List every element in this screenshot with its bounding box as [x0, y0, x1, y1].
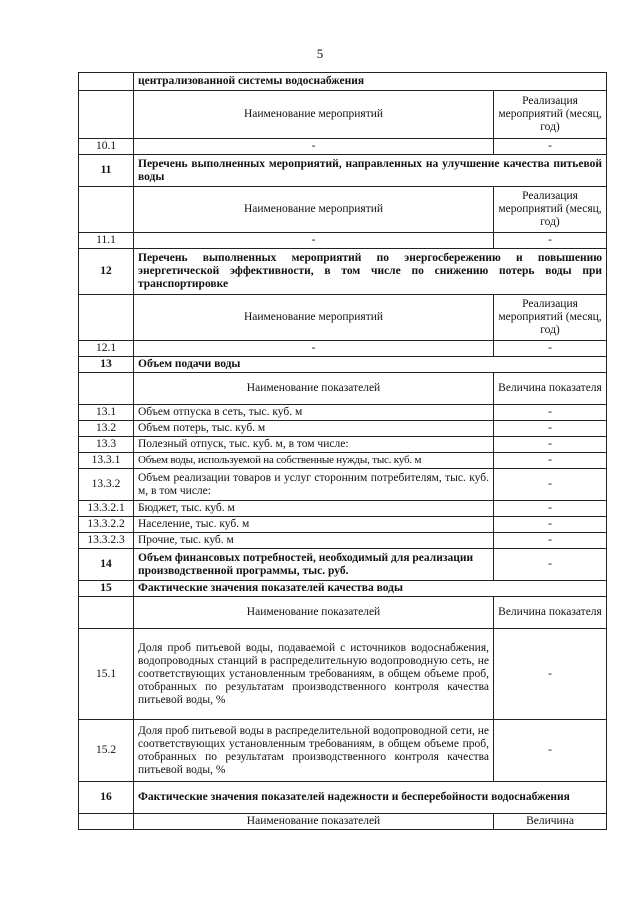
- section-number: 16: [79, 782, 134, 814]
- table-row: [79, 720, 607, 782]
- row-number: 13.3.1: [79, 453, 134, 469]
- row-value: -: [494, 629, 607, 720]
- row-name: Доля проб питьевой воды, подаваемой с источников водоснабжения, водопроводных станций в распределительную водопроводную сеть, не соответствующих установленным требованиям, в общем объеме проб, отобранных по результатам производственного контроля качества питьевой воды, %: [134, 629, 494, 720]
- row-number: 15.2: [79, 720, 134, 782]
- table-row: [79, 421, 607, 437]
- row-number: 12.1: [79, 341, 134, 357]
- row-number: 13.2: [79, 421, 134, 437]
- row-number: 13.3.2.1: [79, 501, 134, 517]
- row-name: Объем потерь, тыс. куб. м: [134, 421, 494, 437]
- section-row: [79, 155, 607, 187]
- row-name: Доля проб питьевой воды в распределительной водопроводной сети, не соответствующих установленным требованиям, в общем объеме проб, отобранных по результатам производственного контроля качества питьевой воды, %: [134, 720, 494, 782]
- column-header-name: Наименование показателей: [134, 814, 494, 830]
- section-title: Перечень выполненных мероприятий, направленных на улучшение качества питьевой воды: [134, 155, 607, 187]
- row-value: -: [494, 549, 607, 581]
- row-number: 13.3: [79, 437, 134, 453]
- column-header-value: Величина показателя: [494, 373, 607, 405]
- row-number: 13.1: [79, 405, 134, 421]
- row-number: 10.1: [79, 139, 134, 155]
- table-header-row: [79, 91, 607, 139]
- table-row: [79, 233, 607, 249]
- section-number: 14: [79, 549, 134, 581]
- table-row: [79, 73, 607, 91]
- row-value: -: [494, 421, 607, 437]
- section-row: [79, 249, 607, 295]
- section-number: 11: [79, 155, 134, 187]
- row-value: -: [494, 453, 607, 469]
- row-value: -: [494, 533, 607, 549]
- column-header-name: Наименование мероприятий: [134, 187, 494, 233]
- column-header-value: Величина показателя: [494, 597, 607, 629]
- page-number: 5: [316, 46, 324, 61]
- table-header-row: [79, 814, 607, 830]
- table-header-row: [79, 597, 607, 629]
- row-name: -: [134, 341, 494, 357]
- table-row: [79, 469, 607, 501]
- table-header-row: [79, 373, 607, 405]
- table-row: [79, 629, 607, 720]
- table-row: [79, 501, 607, 517]
- table-row: [79, 517, 607, 533]
- section-title-continued: централизованной системы водоснабжения: [134, 73, 607, 91]
- section-number: 13: [79, 357, 134, 373]
- row-name: -: [134, 233, 494, 249]
- table-row: [79, 533, 607, 549]
- row-value: -: [494, 341, 607, 357]
- row-value: -: [494, 501, 607, 517]
- section-title: Фактические значения показателей надежности и бесперебойности водоснабжения: [134, 782, 607, 814]
- column-header-name: Наименование мероприятий: [134, 91, 494, 139]
- row-value: -: [494, 517, 607, 533]
- row-name: Население, тыс. куб. м: [134, 517, 494, 533]
- row-name: Полезный отпуск, тыс. куб. м, в том числе:: [134, 437, 494, 453]
- row-name: Объем воды, используемой на собственные нужды, тыс. куб. м: [134, 453, 494, 469]
- table-row: [79, 453, 607, 469]
- section-title: Объем финансовых потребностей, необходимый для реализации производственной программы, тыс. руб.: [134, 549, 494, 581]
- row-number: 13.3.2: [79, 469, 134, 501]
- table-row: [79, 405, 607, 421]
- production-program-table: [78, 72, 607, 830]
- row-value: -: [494, 469, 607, 501]
- row-name: Объем реализации товаров и услуг сторонним потребителям, тыс. куб. м, в том числе:: [134, 469, 494, 501]
- column-header-value: Величина: [494, 814, 607, 830]
- table-header-row: [79, 187, 607, 233]
- row-name: Прочие, тыс. куб. м: [134, 533, 494, 549]
- row-name: -: [134, 139, 494, 155]
- section-title: Фактические значения показателей качества воды: [134, 581, 607, 597]
- table-row: [79, 437, 607, 453]
- row-name: Бюджет, тыс. куб. м: [134, 501, 494, 517]
- row-number: 13.3.2.3: [79, 533, 134, 549]
- row-number: 15.1: [79, 629, 134, 720]
- section-number: 12: [79, 249, 134, 295]
- column-header-name: Наименование мероприятий: [134, 295, 494, 341]
- section-row: [79, 581, 607, 597]
- table-row: [79, 139, 607, 155]
- table-header-row: [79, 295, 607, 341]
- column-header-value: Реализация мероприятий (месяц, год): [494, 91, 607, 139]
- row-value: -: [494, 437, 607, 453]
- row-value: -: [494, 139, 607, 155]
- section-number: 15: [79, 581, 134, 597]
- section-title: Перечень выполненных мероприятий по энергосбережению и повышению энергетической эффективности, в том числе по снижению потерь воды при транспортировке: [134, 249, 607, 295]
- table-row: [79, 341, 607, 357]
- section-row: [79, 782, 607, 814]
- row-number: 11.1: [79, 233, 134, 249]
- column-header-value: Реализация мероприятий (месяц, год): [494, 295, 607, 341]
- row-value: -: [494, 405, 607, 421]
- column-header-name: Наименование показателей: [134, 597, 494, 629]
- row-value: -: [494, 720, 607, 782]
- column-header-name: Наименование показателей: [134, 373, 494, 405]
- row-number: 13.3.2.2: [79, 517, 134, 533]
- row-value: -: [494, 233, 607, 249]
- section-title: Объем подачи воды: [134, 357, 607, 373]
- section-row: [79, 549, 607, 581]
- column-header-value: Реализация мероприятий (месяц, год): [494, 187, 607, 233]
- row-name: Объем отпуска в сеть, тыс. куб. м: [134, 405, 494, 421]
- section-row: [79, 357, 607, 373]
